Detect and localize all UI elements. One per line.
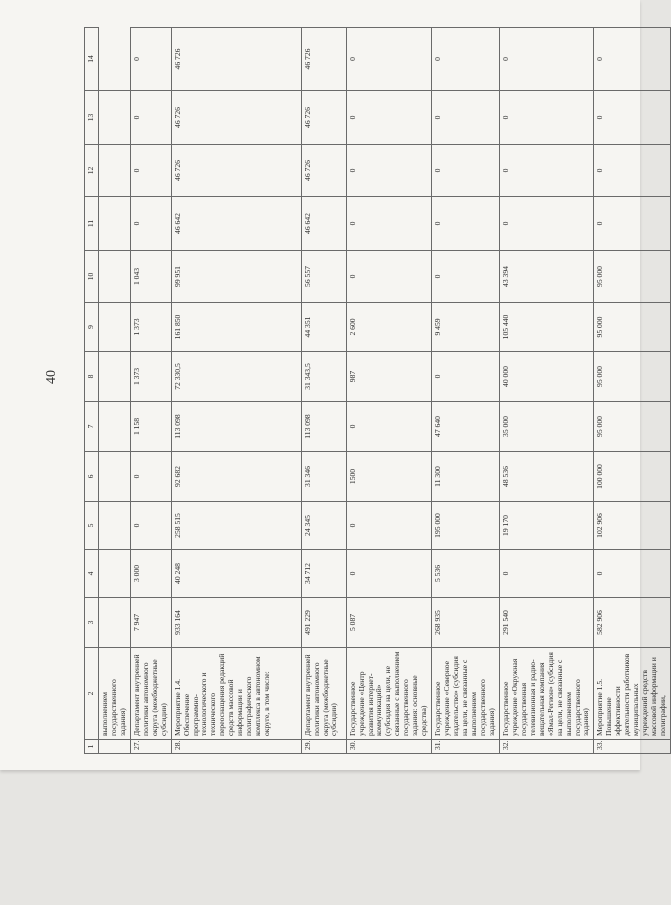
table-row [346,28,432,754]
value-cell: 40 000 [499,352,594,402]
value-cell: 46 726 [171,91,301,145]
value-cell [98,303,130,352]
row-name: Государственное учреждение «Северное издательство» (субсидия на цели, не связанные с выполнением государственного задания) [432,648,500,740]
column-header: 4 [85,550,99,598]
value-cell: 0 [499,28,594,91]
rotated-table-wrapper [84,28,668,754]
value-cell: 0 [346,402,432,452]
value-cell: 0 [499,550,594,598]
value-cell: 113 098 [171,402,301,452]
column-header: 14 [85,28,99,91]
row-number [98,740,130,754]
value-cell: 46 726 [301,145,346,197]
column-header: 12 [85,145,99,197]
table-row [171,28,301,754]
page-number: 40 [44,370,59,384]
value-cell: 0 [346,550,432,598]
column-header: 7 [85,402,99,452]
value-cell [98,402,130,452]
value-cell: 0 [594,145,671,197]
budget-table [84,27,671,754]
value-cell: 35 000 [499,402,594,452]
value-cell: 291 540 [499,598,594,648]
value-cell: 1 373 [130,352,171,402]
value-cell: 0 [346,197,432,251]
value-cell: 258 515 [171,502,301,550]
value-cell: 5 536 [432,550,500,598]
row-name: выполнением государственного задания) [98,648,130,740]
value-cell: 11 300 [432,452,500,502]
value-cell: 0 [130,145,171,197]
table-row [432,28,500,754]
header-row [85,28,99,754]
value-cell: 933 164 [171,598,301,648]
value-cell: 92 682 [171,452,301,502]
value-cell: 161 850 [171,303,301,352]
value-cell: 0 [432,28,500,91]
value-cell: 2 600 [346,303,432,352]
value-cell: 9 459 [432,303,500,352]
value-cell: 43 394 [499,251,594,303]
value-cell: 46 726 [301,91,346,145]
value-cell: 95 000 [594,303,671,352]
table-row [301,28,346,754]
value-cell: 0 [432,197,500,251]
value-cell: 72 330,5 [171,352,301,402]
value-cell: 0 [594,91,671,145]
value-cell: 0 [432,352,500,402]
value-cell: 102 906 [594,502,671,550]
column-header: 10 [85,251,99,303]
value-cell: 5 087 [346,598,432,648]
value-cell: 47 640 [432,402,500,452]
column-header: 9 [85,303,99,352]
value-cell: 0 [346,91,432,145]
column-header: 6 [85,452,99,502]
value-cell: 40 248 [171,550,301,598]
value-cell: 46 642 [171,197,301,251]
value-cell: 0 [432,251,500,303]
value-cell [98,197,130,251]
value-cell: 46 726 [301,28,346,91]
row-name: Департамент внутренней политики автономного округа (межбюджетные субсидии) [301,648,346,740]
value-cell: 0 [346,145,432,197]
column-header: 5 [85,502,99,550]
value-cell [98,91,130,145]
value-cell: 46 642 [301,197,346,251]
value-cell: 113 098 [301,402,346,452]
value-cell: 0 [130,91,171,145]
table-row [594,28,671,754]
column-header: 1 [85,740,99,754]
value-cell: 56 557 [301,251,346,303]
table-row [499,28,594,754]
value-cell: 34 712 [301,550,346,598]
row-number: 32. [499,740,594,754]
value-cell: 95 000 [594,402,671,452]
value-cell: 31 343,5 [301,352,346,402]
column-header: 3 [85,598,99,648]
value-cell [98,502,130,550]
row-name: Государственное учреждение «Окружная государственная телевизионная и радио-вещательная компания «Ямал-Регион» (субсидия на цели, не связанные с выполнением государственного задания) [499,648,594,740]
value-cell: 0 [594,197,671,251]
value-cell: 0 [346,502,432,550]
value-cell: 105 440 [499,303,594,352]
value-cell [98,145,130,197]
row-number: 31. [432,740,500,754]
value-cell [98,352,130,402]
value-cell: 0 [130,502,171,550]
row-number: 33. [594,740,671,754]
value-cell: 24 345 [301,502,346,550]
column-header: 11 [85,197,99,251]
value-cell: 95 000 [594,251,671,303]
row-number: 30. [346,740,432,754]
column-header: 13 [85,91,99,145]
value-cell: 0 [346,28,432,91]
value-cell: 3 000 [130,550,171,598]
value-cell: 1 043 [130,251,171,303]
row-name: Мероприятие 1.5. Повышение эффективности деятельности работников муниципальных учреждений средств массовой информации и полиграфии, [594,648,671,740]
column-header: 2 [85,648,99,740]
value-cell: 0 [130,452,171,502]
value-cell: 0 [130,197,171,251]
column-header: 8 [85,352,99,402]
value-cell: 1 158 [130,402,171,452]
value-cell: 195 000 [432,502,500,550]
row-number: 28. [171,740,301,754]
value-cell [98,251,130,303]
value-cell: 987 [346,352,432,402]
value-cell [98,550,130,598]
table-row [98,28,130,754]
value-cell: 48 536 [499,452,594,502]
value-cell: 268 935 [432,598,500,648]
value-cell: 19 170 [499,502,594,550]
value-cell: 0 [594,550,671,598]
value-cell: 0 [130,28,171,91]
value-cell: 0 [499,91,594,145]
row-name: Мероприятие 1.4. Обеспечение программно-технологического и технического переоснащения редакций средств массовой информации и полиграфического комплекса в автономном округе, в том числе: [171,648,301,740]
value-cell: 7 947 [130,598,171,648]
value-cell: 0 [594,28,671,91]
value-cell [98,598,130,648]
value-cell: 0 [432,145,500,197]
value-cell: 491 229 [301,598,346,648]
value-cell: 1500 [346,452,432,502]
value-cell: 46 726 [171,28,301,91]
value-cell: 0 [346,251,432,303]
value-cell: 1 373 [130,303,171,352]
value-cell: 46 726 [171,145,301,197]
value-cell: 0 [432,91,500,145]
value-cell: 99 951 [171,251,301,303]
value-cell [98,452,130,502]
value-cell: 0 [499,197,594,251]
row-number: 27. [130,740,171,754]
value-cell: 0 [499,145,594,197]
value-cell: 44 351 [301,303,346,352]
value-cell: 31 346 [301,452,346,502]
value-cell: 95 000 [594,352,671,402]
value-cell: 100 000 [594,452,671,502]
row-name: Департамент внутренней политики автономного округа (межбюджетные субсидии) [130,648,171,740]
row-number: 29. [301,740,346,754]
table-row [130,28,171,754]
row-name: Государственное учреждение «Центр развития интернет-коммуникаций» (субсидия на цели, не связанные с выполнением государственного задания: основные средства) [346,648,432,740]
value-cell: 582 906 [594,598,671,648]
